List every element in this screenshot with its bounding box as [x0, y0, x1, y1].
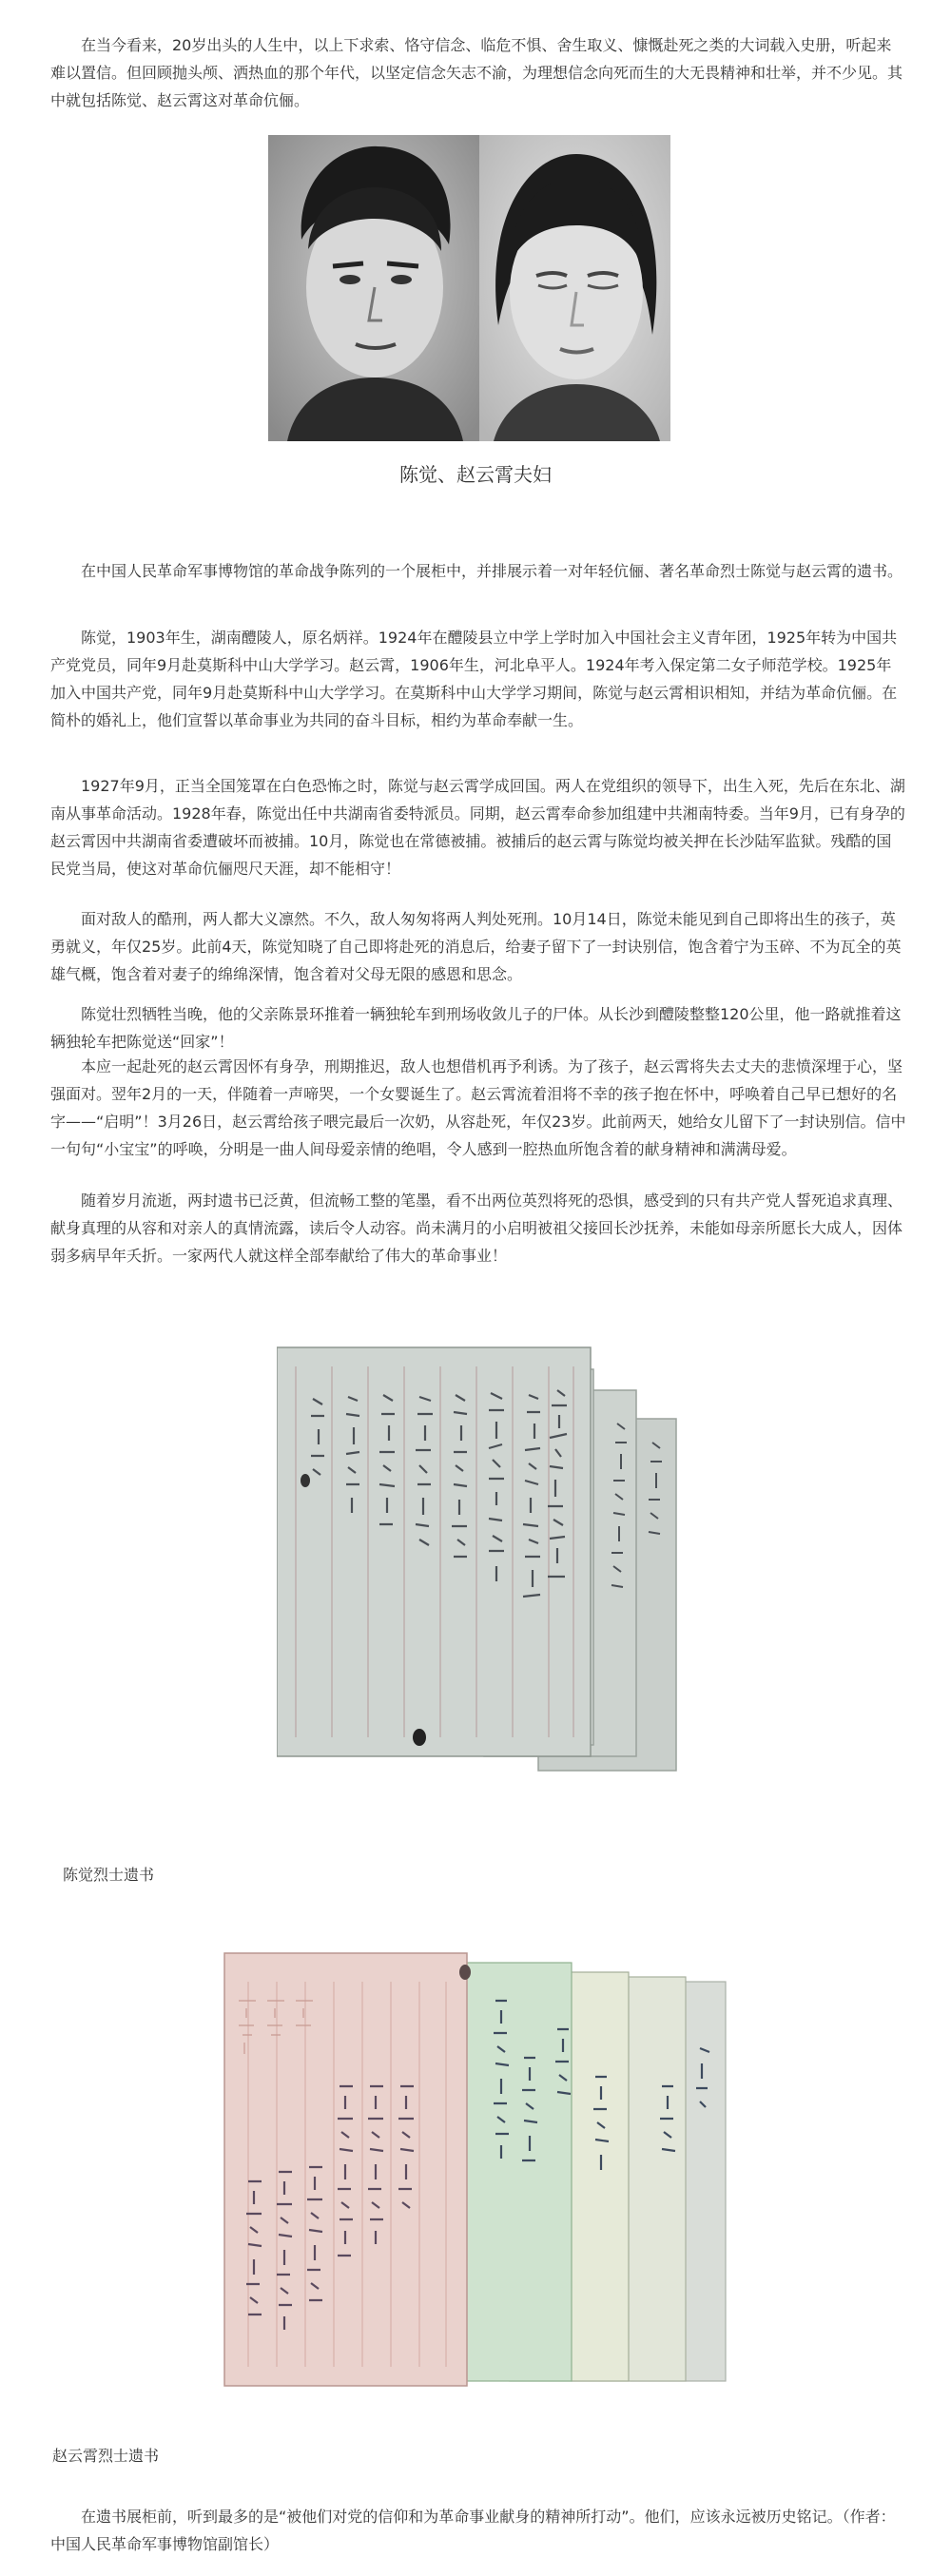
zhao-yunxiao-portrait [479, 135, 670, 441]
biography-paragraph: 陈觉，1903年生，湖南醴陵人，原名炳祥。1924年在醴陵县立中学上学时加入中国社会主义青年团，1925年转为中国共产党党员，同年9月赴莫斯科中山大学学习。赵云霄，1906年生，河北阜平人。1924年考入保定第二女子师范学校。1925年加入中国共产党，同年9月赴莫斯科中山大学学习。在莫斯科中山大学学习期间，陈觉与赵云霄相识相知，并结为革命伉俪。在简朴的婚礼上，他们宣誓以革命事业为共同的奋斗目标，相约为革命奉献一生。 [50, 629, 898, 729]
arrest-paragraph: 1927年9月，正当全国笼罩在白色恐怖之时，陈觉与赵云霄学成回国。两人在党组织的领导下，出生入死，先后在东北、湖南从事革命活动。1928年春，陈觉出任中共湖南省委特派员。同期，赵云霄奉命参加组建中共湘南特委。当年9月，已有身孕的赵云霄因中共湖南省委遭破坏而被捕。10月，陈觉也在常德被捕。被捕后的赵云霄与陈觉均被关押在长沙陆军监狱。残酷的国民党当局，使这对革命伉俪咫尺天涯，却不能相守！ [50, 777, 905, 878]
zhao-yunxiao-letter-photo [220, 1944, 730, 2396]
closing-paragraph: 在遗书展柜前，听到最多的是“被他们对党的信仰和为革命事业献身的精神所打动”。他们，应该永远被历史铭记。（作者：中国人民革命军事博物馆副馆长） [50, 2508, 896, 2553]
letter-pages-back [448, 1963, 726, 2381]
letter-page-pink [224, 1953, 467, 2386]
execution-paragraph: 面对敌人的酷刑，两人都大义凛然。不久，敌人匆匆将两人判处死刑。10月14日，陈觉未能见到自己即将出生的孩子，英勇就义，年仅25岁。此前4天，陈觉知晓了自己即将赴死的消息后，给妻子留下了一封诀别信，饱含着宁为玉碎、不为瓦全的英雄气概，饱含着对妻子的绵绵深情，饱含着对父母无限的感恩和思念。 [50, 910, 902, 983]
portrait-caption: 陈觉、赵云霄夫妇 [399, 463, 552, 486]
chen-jue-portrait [268, 135, 479, 441]
intro-paragraph: 在当今看来，20岁出头的人生中，以上下求索、恪守信念、临危不惧、舍生取义、慷慨赴死之类的大词载入史册，听起来难以置信。但回顾抛头颅、洒热血的那个年代，以坚定信念矢志不渝，为理想信念向死而生的大无畏精神和壮举，并不少见。其中就包括陈觉、赵云霄这对革命伉俪。 [50, 36, 903, 109]
legacy-paragraph: 随着岁月流逝，两封遗书已泛黄，但流畅工整的笔墨，看不出两位英烈将死的恐惧，感受到的只有共产党人誓死追求真理、献身真理的从容和对亲人的真情流露，读后令人动容。尚未满月的小启明被祖父接回长沙抚养，未能如母亲所愿长大成人，因体弱多病早年夭折。一家两代人就这样全部奉献给了伟大的革命事业！ [50, 1191, 903, 1265]
exhibit-paragraph: 在中国人民革命军事博物馆的革命战争陈列的一个展柜中，并排展示着一对年轻伉俪、著名革命烈士陈觉与赵云霄的遗书。 [81, 562, 903, 580]
zhao-paragraph: 本应一起赴死的赵云霄因怀有身孕，刑期推迟，敌人也想借机再予利诱。为了孩子，赵云霄将失去丈夫的悲愤深埋于心，坚强面对。翌年2月的一天，伴随着一声啼哭，一个女婴诞生了。赵云霄流着泪将不幸的孩子抱在怀中，呼唤着自己早已想好的名字——“启明”！3月26日，赵云霄给孩子喂完最后一次奶，从容赴死，年仅23岁。此前两天，她给女儿留下了一封诀别信。信中一句句“小宝宝”的呼唤，分明是一曲人间母爱亲情的绝唱，令人感到一腔热血所饱含着的献身精神和满满母爱。 [50, 1057, 906, 1158]
chen-jue-letter-photo [277, 1338, 686, 1785]
zhao-letter-caption: 赵云霄烈士遗书 [52, 2447, 160, 2465]
chen-letter-caption: 陈觉烈士遗书 [63, 1866, 155, 1884]
couple-portrait-photo [268, 135, 670, 441]
father-paragraph: 陈觉壮烈牺牲当晚，他的父亲陈景环推着一辆独轮车到刑场收敛儿子的尸体。从长沙到醴陵整整120公里，他一路就推着这辆独轮车把陈觉送“回家”！ [50, 1005, 902, 1051]
letter-page-front [277, 1347, 591, 1756]
